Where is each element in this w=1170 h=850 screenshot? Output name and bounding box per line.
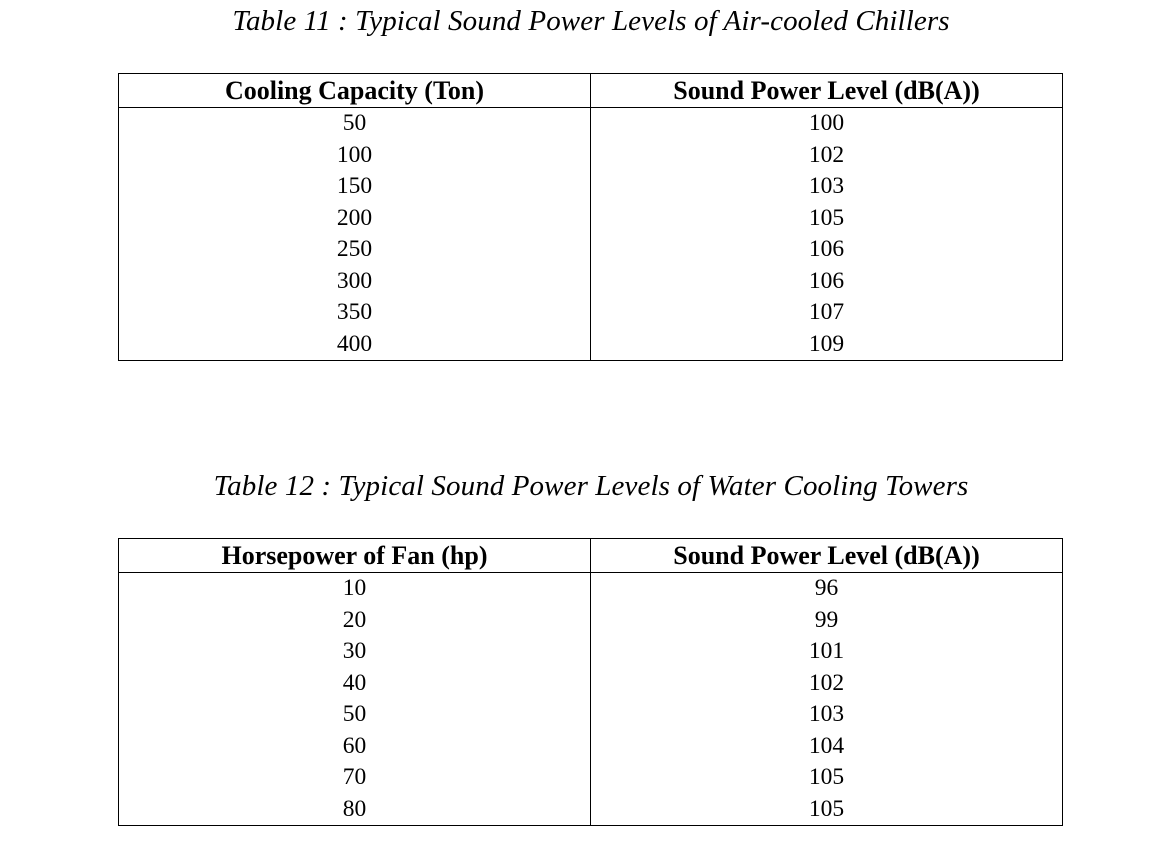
table-row bbox=[119, 266, 1063, 298]
cell-sound-level: 103 bbox=[808, 173, 845, 199]
cell-sound-level: 101 bbox=[808, 638, 845, 664]
cell-horsepower: 50 bbox=[119, 699, 591, 731]
cell-capacity: 100 bbox=[119, 140, 591, 172]
table-11-caption: Table 11 : Typical Sound Power Levels of Air-cooled Chillers bbox=[232, 5, 950, 37]
cell-sound-level: 100 bbox=[808, 110, 845, 136]
table-row bbox=[119, 140, 1063, 172]
column-header-fan-horsepower: Horsepower of Fan (hp) bbox=[119, 539, 591, 573]
table-12-water-cooling-towers bbox=[118, 538, 1063, 826]
cell-sound-level: 106 bbox=[808, 267, 845, 294]
cell-sound-level: 106 bbox=[808, 236, 845, 262]
cell-sound-level: 105 bbox=[808, 204, 845, 231]
column-header-cooling-capacity: Cooling Capacity (Ton) bbox=[119, 74, 591, 108]
cell-horsepower: 70 bbox=[119, 762, 591, 794]
cell-capacity: 400 bbox=[119, 329, 591, 361]
cell-sound-level: 105 bbox=[808, 795, 845, 822]
table-row bbox=[119, 297, 1063, 329]
cell-sound-level: 96 bbox=[814, 575, 839, 601]
cell-horsepower: 80 bbox=[119, 794, 591, 826]
cell-horsepower: 60 bbox=[119, 731, 591, 763]
table-row bbox=[119, 108, 1063, 140]
cell-capacity: 200 bbox=[119, 203, 591, 235]
cell-sound-level: 105 bbox=[808, 764, 845, 790]
cell-sound-level: 107 bbox=[808, 299, 845, 325]
table-row bbox=[119, 699, 1063, 731]
cell-sound-level: 109 bbox=[808, 330, 845, 357]
table-11-air-cooled-chillers bbox=[118, 73, 1063, 361]
table-row bbox=[119, 573, 1063, 605]
cell-sound-level: 99 bbox=[814, 606, 839, 633]
column-header-sound-power-level: Sound Power Level (dB(A)) bbox=[591, 539, 1063, 573]
table-12-caption: Table 12 : Typical Sound Power Levels of Water Cooling Towers bbox=[213, 470, 969, 502]
table-row bbox=[119, 234, 1063, 266]
cell-horsepower: 20 bbox=[119, 605, 591, 637]
cell-horsepower: 30 bbox=[119, 636, 591, 668]
cell-horsepower: 10 bbox=[119, 573, 591, 605]
table-row bbox=[119, 605, 1063, 637]
table-row bbox=[119, 668, 1063, 700]
cell-sound-level: 102 bbox=[808, 141, 845, 168]
cell-capacity: 350 bbox=[119, 297, 591, 329]
table-row bbox=[119, 794, 1063, 826]
table-row bbox=[119, 636, 1063, 668]
cell-horsepower: 40 bbox=[119, 668, 591, 700]
table-row bbox=[119, 171, 1063, 203]
cell-capacity: 300 bbox=[119, 266, 591, 298]
cell-sound-level: 103 bbox=[808, 701, 845, 727]
table-row bbox=[119, 203, 1063, 235]
cell-sound-level: 102 bbox=[808, 669, 845, 696]
table-row bbox=[119, 762, 1063, 794]
table-row bbox=[119, 731, 1063, 763]
cell-capacity: 250 bbox=[119, 234, 591, 266]
table-header-row bbox=[119, 539, 1063, 573]
table-row bbox=[119, 329, 1063, 361]
cell-capacity: 50 bbox=[119, 108, 591, 140]
cell-sound-level: 104 bbox=[808, 732, 845, 759]
cell-capacity: 150 bbox=[119, 171, 591, 203]
table-header-row bbox=[119, 74, 1063, 108]
column-header-sound-power-level: Sound Power Level (dB(A)) bbox=[591, 74, 1063, 108]
